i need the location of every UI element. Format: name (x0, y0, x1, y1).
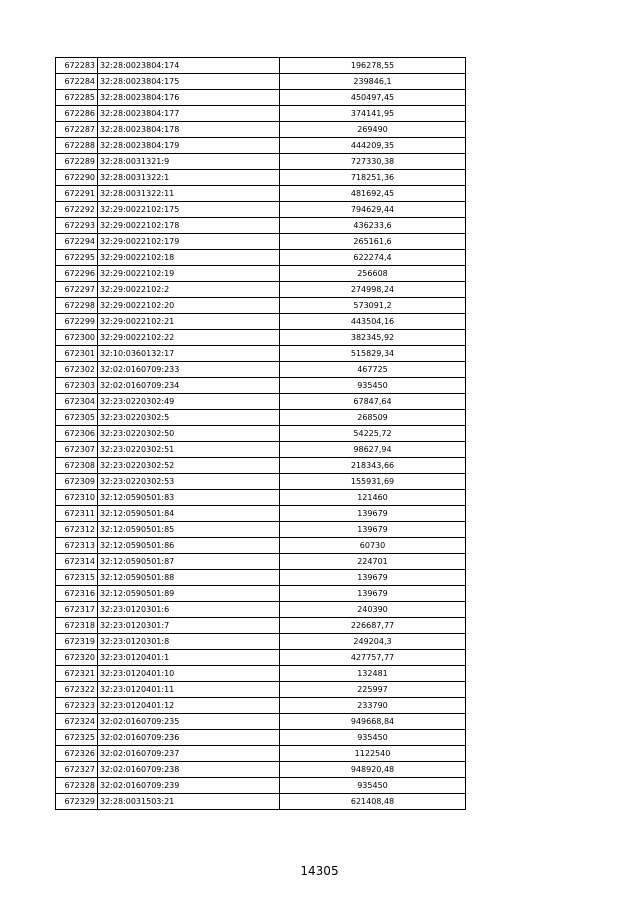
cadastral-number-cell: 32:28:0031322:11 (98, 186, 280, 202)
cadastral-number-cell: 32:28:0031321:9 (98, 154, 280, 170)
value-cell: 374141,95 (280, 106, 466, 122)
cadastral-number-cell: 32:23:0220302:53 (98, 474, 280, 490)
row-number-cell: 672299 (56, 314, 98, 330)
row-number-cell: 672309 (56, 474, 98, 490)
value-cell: 573091,2 (280, 298, 466, 314)
value-cell: 256608 (280, 266, 466, 282)
table-row (56, 282, 466, 298)
value-cell: 225997 (280, 682, 466, 698)
cadastral-number-cell: 32:29:0022102:19 (98, 266, 280, 282)
value-cell: 218343,66 (280, 458, 466, 474)
cadastral-number-cell: 32:29:0022102:18 (98, 250, 280, 266)
table-row (56, 314, 466, 330)
cadastral-number-cell: 32:28:0023804:179 (98, 138, 280, 154)
table-row (56, 490, 466, 506)
row-number-cell: 672295 (56, 250, 98, 266)
cadastral-number-cell: 32:12:0590501:89 (98, 586, 280, 602)
table-row (56, 474, 466, 490)
table-row (56, 202, 466, 218)
table-row (56, 362, 466, 378)
table-row (56, 634, 466, 650)
row-number-cell: 672294 (56, 234, 98, 250)
value-cell: 450497,45 (280, 90, 466, 106)
cadastral-number-cell: 32:23:0220302:52 (98, 458, 280, 474)
value-cell: 155931,69 (280, 474, 466, 490)
table-row (56, 250, 466, 266)
row-number-cell: 672329 (56, 794, 98, 810)
cadastral-number-cell: 32:23:0220302:5 (98, 410, 280, 426)
row-number-cell: 672321 (56, 666, 98, 682)
cadastral-number-cell: 32:02:0160709:239 (98, 778, 280, 794)
value-cell: 382345,92 (280, 330, 466, 346)
table-row (56, 602, 466, 618)
table-row (56, 666, 466, 682)
row-number-cell: 672316 (56, 586, 98, 602)
cadastral-number-cell: 32:02:0160709:236 (98, 730, 280, 746)
value-cell: 139679 (280, 506, 466, 522)
table-row (56, 538, 466, 554)
value-cell: 949668,84 (280, 714, 466, 730)
row-number-cell: 672302 (56, 362, 98, 378)
table-row (56, 554, 466, 570)
table-row (56, 170, 466, 186)
cadastral-number-cell: 32:12:0590501:85 (98, 522, 280, 538)
row-number-cell: 672296 (56, 266, 98, 282)
row-number-cell: 672306 (56, 426, 98, 442)
registry-table (55, 57, 466, 810)
value-cell: 443504,16 (280, 314, 466, 330)
row-number-cell: 672283 (56, 58, 98, 74)
value-cell: 67847,64 (280, 394, 466, 410)
value-cell: 467725 (280, 362, 466, 378)
value-cell: 935450 (280, 778, 466, 794)
value-cell: 98627,94 (280, 442, 466, 458)
table-row (56, 186, 466, 202)
value-cell: 132481 (280, 666, 466, 682)
cadastral-number-cell: 32:23:0220302:50 (98, 426, 280, 442)
value-cell: 265161,6 (280, 234, 466, 250)
table-row (56, 618, 466, 634)
table-row (56, 410, 466, 426)
row-number-cell: 672317 (56, 602, 98, 618)
cadastral-number-cell: 32:23:0120401:12 (98, 698, 280, 714)
table-row (56, 746, 466, 762)
row-number-cell: 672305 (56, 410, 98, 426)
table-row (56, 682, 466, 698)
cadastral-number-cell: 32:12:0590501:86 (98, 538, 280, 554)
cadastral-number-cell: 32:12:0590501:83 (98, 490, 280, 506)
value-cell: 436233,6 (280, 218, 466, 234)
value-cell: 727330,38 (280, 154, 466, 170)
row-number-cell: 672285 (56, 90, 98, 106)
value-cell: 233790 (280, 698, 466, 714)
cadastral-number-cell: 32:10:0360132:17 (98, 346, 280, 362)
table-row (56, 122, 466, 138)
table-row (56, 330, 466, 346)
table-row (56, 730, 466, 746)
value-cell: 515829,34 (280, 346, 466, 362)
table-row (56, 378, 466, 394)
value-cell: 239846,1 (280, 74, 466, 90)
row-number-cell: 672292 (56, 202, 98, 218)
value-cell: 226687,77 (280, 618, 466, 634)
row-number-cell: 672288 (56, 138, 98, 154)
value-cell: 139679 (280, 586, 466, 602)
value-cell: 240390 (280, 602, 466, 618)
value-cell: 481692,45 (280, 186, 466, 202)
value-cell: 139679 (280, 570, 466, 586)
table-row (56, 714, 466, 730)
row-number-cell: 672297 (56, 282, 98, 298)
value-cell: 718251,36 (280, 170, 466, 186)
value-cell: 121460 (280, 490, 466, 506)
cadastral-number-cell: 32:28:0031322:1 (98, 170, 280, 186)
row-number-cell: 672325 (56, 730, 98, 746)
table-row (56, 106, 466, 122)
table-row (56, 762, 466, 778)
cadastral-number-cell: 32:29:0022102:175 (98, 202, 280, 218)
row-number-cell: 672304 (56, 394, 98, 410)
row-number-cell: 672293 (56, 218, 98, 234)
value-cell: 794629,44 (280, 202, 466, 218)
cadastral-number-cell: 32:29:0022102:22 (98, 330, 280, 346)
row-number-cell: 672300 (56, 330, 98, 346)
table-row (56, 426, 466, 442)
row-number-cell: 672324 (56, 714, 98, 730)
value-cell: 622274,4 (280, 250, 466, 266)
value-cell: 621408,48 (280, 794, 466, 810)
table-row (56, 218, 466, 234)
cadastral-number-cell: 32:28:0023804:176 (98, 90, 280, 106)
cadastral-number-cell: 32:02:0160709:238 (98, 762, 280, 778)
row-number-cell: 672291 (56, 186, 98, 202)
table-row (56, 138, 466, 154)
cadastral-number-cell: 32:29:0022102:21 (98, 314, 280, 330)
row-number-cell: 672307 (56, 442, 98, 458)
cadastral-number-cell: 32:29:0022102:2 (98, 282, 280, 298)
value-cell: 935450 (280, 730, 466, 746)
row-number-cell: 672318 (56, 618, 98, 634)
cadastral-number-cell: 32:12:0590501:87 (98, 554, 280, 570)
table-row (56, 58, 466, 74)
table-row (56, 298, 466, 314)
cadastral-number-cell: 32:28:0023804:175 (98, 74, 280, 90)
cadastral-number-cell: 32:23:0120301:6 (98, 602, 280, 618)
table-row (56, 442, 466, 458)
cadastral-number-cell: 32:23:0120301:8 (98, 634, 280, 650)
cadastral-number-cell: 32:23:0120401:11 (98, 682, 280, 698)
table-row (56, 586, 466, 602)
row-number-cell: 672298 (56, 298, 98, 314)
row-number-cell: 672322 (56, 682, 98, 698)
cadastral-number-cell: 32:29:0022102:179 (98, 234, 280, 250)
row-number-cell: 672284 (56, 74, 98, 90)
table-row (56, 650, 466, 666)
row-number-cell: 672320 (56, 650, 98, 666)
row-number-cell: 672323 (56, 698, 98, 714)
registry-table-body (56, 58, 466, 810)
row-number-cell: 672308 (56, 458, 98, 474)
page-number: 14305 (300, 864, 339, 878)
row-number-cell: 672314 (56, 554, 98, 570)
row-number-cell: 672303 (56, 378, 98, 394)
cadastral-number-cell: 32:23:0120301:7 (98, 618, 280, 634)
cadastral-number-cell: 32:02:0160709:234 (98, 378, 280, 394)
cadastral-number-cell: 32:12:0590501:88 (98, 570, 280, 586)
cadastral-number-cell: 32:28:0023804:174 (98, 58, 280, 74)
cadastral-number-cell: 32:28:0023804:178 (98, 122, 280, 138)
value-cell: 1122540 (280, 746, 466, 762)
value-cell: 54225,72 (280, 426, 466, 442)
cadastral-number-cell: 32:02:0160709:235 (98, 714, 280, 730)
row-number-cell: 672313 (56, 538, 98, 554)
row-number-cell: 672287 (56, 122, 98, 138)
table-row (56, 794, 466, 810)
row-number-cell: 672319 (56, 634, 98, 650)
value-cell: 948920,48 (280, 762, 466, 778)
value-cell: 249204,3 (280, 634, 466, 650)
cadastral-number-cell: 32:12:0590501:84 (98, 506, 280, 522)
value-cell: 427757,77 (280, 650, 466, 666)
cadastral-number-cell: 32:28:0031503:21 (98, 794, 280, 810)
table-row (56, 234, 466, 250)
value-cell: 196278,55 (280, 58, 466, 74)
table-row (56, 74, 466, 90)
cadastral-number-cell: 32:23:0120401:1 (98, 650, 280, 666)
cadastral-number-cell: 32:29:0022102:20 (98, 298, 280, 314)
row-number-cell: 672286 (56, 106, 98, 122)
row-number-cell: 672312 (56, 522, 98, 538)
table-row (56, 346, 466, 362)
row-number-cell: 672310 (56, 490, 98, 506)
row-number-cell: 672289 (56, 154, 98, 170)
cadastral-number-cell: 32:29:0022102:178 (98, 218, 280, 234)
value-cell: 935450 (280, 378, 466, 394)
table-row (56, 570, 466, 586)
cadastral-number-cell: 32:28:0023804:177 (98, 106, 280, 122)
row-number-cell: 672315 (56, 570, 98, 586)
cadastral-number-cell: 32:23:0120401:10 (98, 666, 280, 682)
table-row (56, 154, 466, 170)
row-number-cell: 672311 (56, 506, 98, 522)
row-number-cell: 672328 (56, 778, 98, 794)
table-row (56, 778, 466, 794)
table-row (56, 506, 466, 522)
table-row (56, 394, 466, 410)
table-row (56, 266, 466, 282)
row-number-cell: 672326 (56, 746, 98, 762)
value-cell: 274998,24 (280, 282, 466, 298)
cadastral-number-cell: 32:23:0220302:49 (98, 394, 280, 410)
table-row (56, 698, 466, 714)
value-cell: 444209,35 (280, 138, 466, 154)
row-number-cell: 672301 (56, 346, 98, 362)
value-cell: 224701 (280, 554, 466, 570)
table-row (56, 522, 466, 538)
value-cell: 269490 (280, 122, 466, 138)
table-row (56, 458, 466, 474)
cadastral-number-cell: 32:02:0160709:237 (98, 746, 280, 762)
value-cell: 268509 (280, 410, 466, 426)
row-number-cell: 672327 (56, 762, 98, 778)
cadastral-number-cell: 32:23:0220302:51 (98, 442, 280, 458)
value-cell: 60730 (280, 538, 466, 554)
cadastral-number-cell: 32:02:0160709:233 (98, 362, 280, 378)
value-cell: 139679 (280, 522, 466, 538)
table-row (56, 90, 466, 106)
row-number-cell: 672290 (56, 170, 98, 186)
